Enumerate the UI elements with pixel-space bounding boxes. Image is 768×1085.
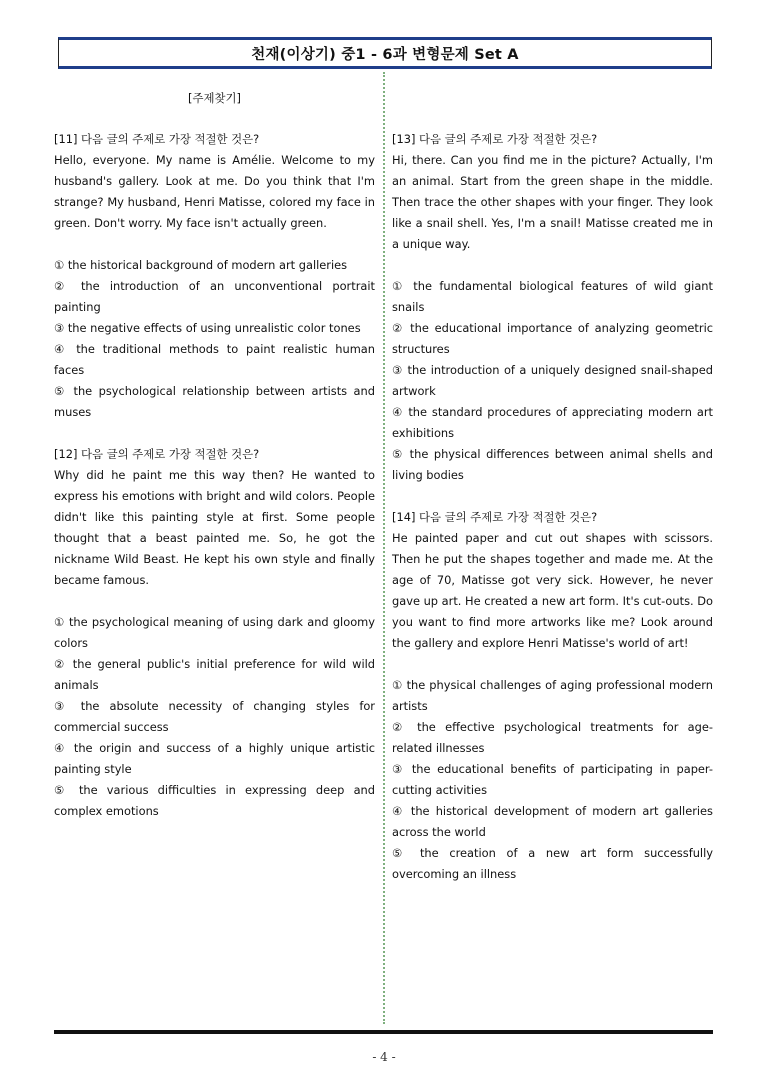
question-heading: [11] 다음 글의 주제로 가장 적절한 것은?	[54, 132, 260, 146]
answer-option[interactable]: ⑤ the various difficulties in expressing deep and complex emotions	[54, 783, 375, 818]
question-passage: Hi, there. Can you find me in the picture? Actually, I'm an animal. Start from the green shape in the middle. Then trace the other shapes with your finger. They look like a snail shell. Yes, I'm a snail! Matisse created me in a unique way.	[392, 153, 713, 251]
question-heading: [14] 다음 글의 주제로 가장 적절한 것은?	[392, 510, 598, 524]
answer-option[interactable]: ④ the traditional methods to paint realistic human faces	[54, 342, 375, 377]
answer-option[interactable]: ② the effective psychological treatments for age-related illnesses	[392, 720, 713, 755]
page-number: - 4 -	[372, 1050, 396, 1064]
footer-rule	[54, 1030, 713, 1034]
answer-options	[54, 255, 375, 423]
answer-option[interactable]: ① the psychological meaning of using dark and gloomy colors	[54, 615, 375, 650]
answer-option[interactable]: ⑤ the physical differences between animal shells and living bodies	[392, 447, 713, 482]
question-heading: [13] 다음 글의 주제로 가장 적절한 것은?	[392, 132, 598, 146]
page-title-text: 천재(이상기) 중1 - 6과 변형문제 Set A	[251, 46, 519, 63]
answer-option[interactable]: ③ the educational benefits of participating in paper-cutting activities	[392, 762, 713, 797]
answer-option[interactable]: ⑤ the psychological relationship between artists and muses	[54, 384, 375, 419]
question-13	[392, 129, 713, 486]
question-11	[54, 129, 375, 423]
left-column	[54, 88, 375, 843]
question-passage: Why did he paint me this way then? He wanted to express his emotions with bright and wild colors. People didn't like this painting style at first. Some people thought that a beast painted me. So, he got the nickname Wild Beast. He kept his own style and finally became famous.	[54, 468, 375, 587]
question-14	[392, 507, 713, 885]
answer-option[interactable]: ② the educational importance of analyzing geometric structures	[392, 321, 713, 356]
question-12	[54, 444, 375, 822]
column-divider	[383, 72, 385, 1024]
answer-option[interactable]: ③ the negative effects of using unrealistic color tones	[54, 321, 361, 335]
answer-option[interactable]: ① the historical background of modern art galleries	[54, 258, 348, 272]
answer-option[interactable]: ① the fundamental biological features of wild giant snails	[392, 279, 713, 314]
answer-option[interactable]: ④ the origin and success of a highly unique artistic painting style	[54, 741, 375, 776]
question-passage: Hello, everyone. My name is Amélie. Welcome to my husband's gallery. Look at me. Do you think that I'm strange? My husband, Henri Matisse, colored my face in green. Don't worry. My face isn't actually green.	[54, 153, 375, 230]
page-title	[58, 37, 712, 69]
answer-option[interactable]: ② the introduction of an unconventional portrait painting	[54, 279, 375, 314]
answer-option[interactable]: ① the physical challenges of aging professional modern artists	[392, 678, 713, 713]
answer-option[interactable]: ③ the introduction of a uniquely designed snail-shaped artwork	[392, 363, 713, 398]
right-column	[392, 88, 713, 906]
question-passage: He painted paper and cut out shapes with scissors. Then he put the shapes together and made me. At the age of 70, Matisse got very sick. However, he never gave up art. He created a new art form. It's cut-outs. Do you want to find more artworks like me? Look around the gallery and explore Henri Matisse's world of art!	[392, 531, 713, 650]
answer-option[interactable]: ③ the absolute necessity of changing styles for commercial success	[54, 699, 375, 734]
answer-options	[392, 276, 713, 486]
answer-option[interactable]: ④ the historical development of modern art galleries across the world	[392, 804, 713, 839]
section-title: [주제찾기]	[188, 91, 241, 105]
question-heading: [12] 다음 글의 주제로 가장 적절한 것은?	[54, 447, 260, 461]
answer-option[interactable]: ⑤ the creation of a new art form successfully overcoming an illness	[392, 846, 713, 881]
answer-options	[54, 612, 375, 822]
answer-option[interactable]: ② the general public's initial preference for wild wild animals	[54, 657, 375, 692]
answer-option[interactable]: ④ the standard procedures of appreciating modern art exhibitions	[392, 405, 713, 440]
answer-options	[392, 675, 713, 885]
